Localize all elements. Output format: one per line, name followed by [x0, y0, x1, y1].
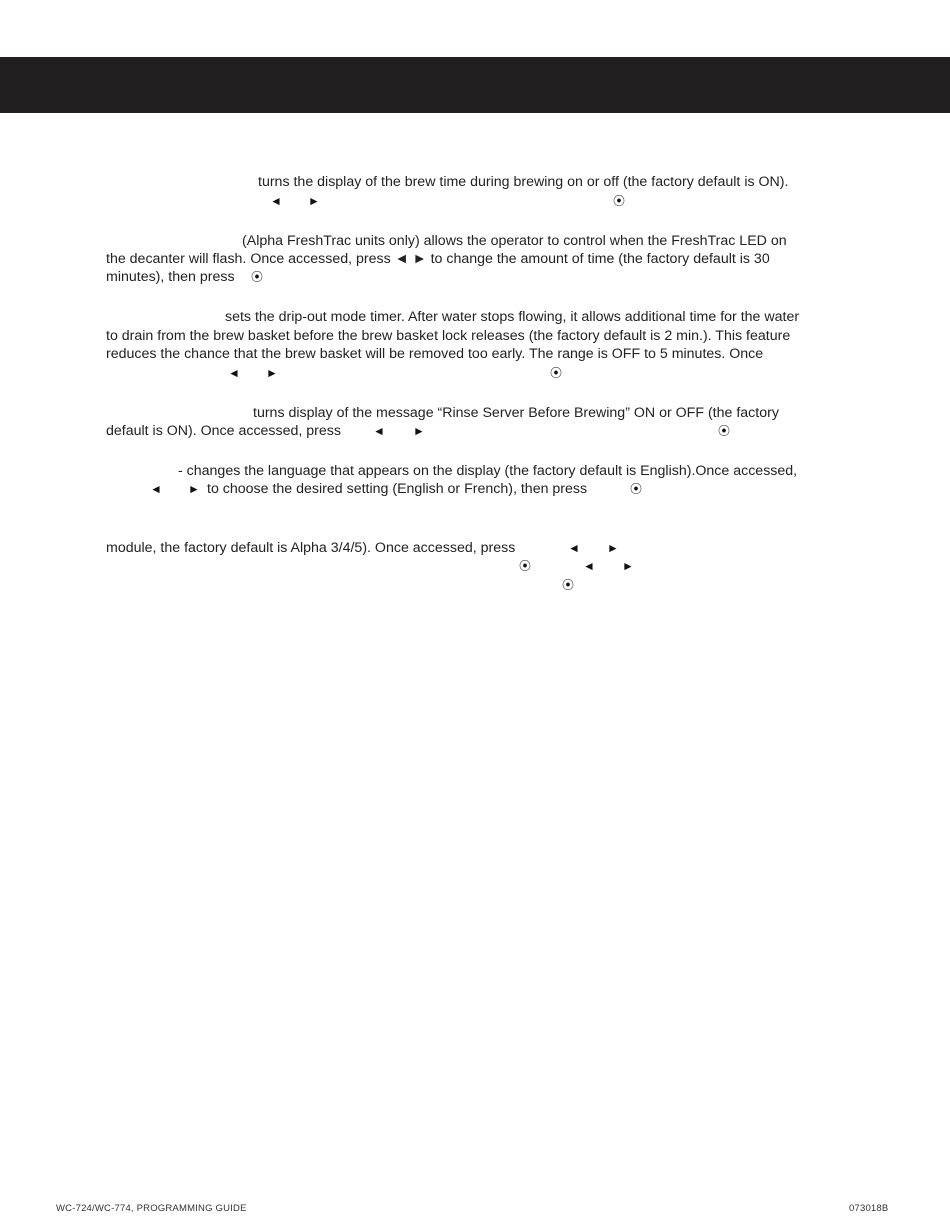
left-arrow-icon: ◄ [270, 194, 282, 208]
enter-button-icon: ⦿ [519, 559, 532, 573]
header-bar [0, 57, 950, 113]
drip-out-text-line2: to drain from the brew basket before the brew basket lock releases (the factory default is 2 min.). This feature [106, 328, 791, 344]
right-arrow-icon: ► [266, 366, 278, 380]
enter-button-icon: ⦿ [630, 482, 643, 496]
enter-button-icon: ⦿ [550, 366, 563, 380]
enter-button-icon: ⦿ [718, 424, 731, 438]
rinse-server-text-line2: default is ON). Once accessed, press [106, 423, 341, 439]
language-text-line1: - changes the language that appears on the display (the factory default is English).Once accessed, [178, 463, 798, 479]
left-arrow-icon: ◄ [228, 366, 240, 380]
freshtrac-text-line2: the decanter will flash. Once accessed, press ◄ ► to change the amount of time (the factory default is 30 [106, 251, 770, 267]
left-arrow-icon: ◄ [583, 559, 595, 573]
right-arrow-icon: ► [622, 559, 634, 573]
enter-button-icon: ⦿ [613, 194, 626, 208]
right-arrow-icon: ► [607, 541, 619, 555]
freshtrac-text-line1: (Alpha FreshTrac units only) allows the operator to control when the FreshTrac LED on [242, 233, 787, 249]
brew-time-display-text: turns the display of the brew time during brewing on or off (the factory default is ON). [258, 174, 789, 190]
left-arrow-icon: ◄ [373, 424, 385, 438]
enter-button-icon: ⦿ [562, 578, 575, 592]
left-arrow-icon: ◄ [150, 482, 162, 496]
footer-document-title: WC-724/WC-774, PROGRAMMING GUIDE [56, 1203, 247, 1214]
right-arrow-icon: ► [413, 424, 425, 438]
drip-out-text-line3: reduces the chance that the brew basket will be removed too early. The range is OFF to 5 minutes. Once [106, 346, 764, 362]
rinse-server-text-line1: turns display of the message “Rinse Server Before Brewing” ON or OFF (the factory [253, 405, 779, 421]
language-text-line2: to choose the desired setting (English or French), then press [207, 481, 588, 497]
freshtrac-text-line3: minutes), then press [106, 269, 235, 285]
footer-document-code: 073018B [849, 1203, 889, 1214]
module-text-line1: module, the factory default is Alpha 3/4/5). Once accessed, press [106, 540, 516, 556]
enter-button-icon: ⦿ [251, 270, 264, 284]
drip-out-text-line1: sets the drip-out mode timer. After water stops flowing, it allows additional time for the water [225, 309, 800, 325]
right-arrow-icon: ► [188, 482, 200, 496]
left-arrow-icon: ◄ [568, 541, 580, 555]
right-arrow-icon: ► [308, 194, 320, 208]
